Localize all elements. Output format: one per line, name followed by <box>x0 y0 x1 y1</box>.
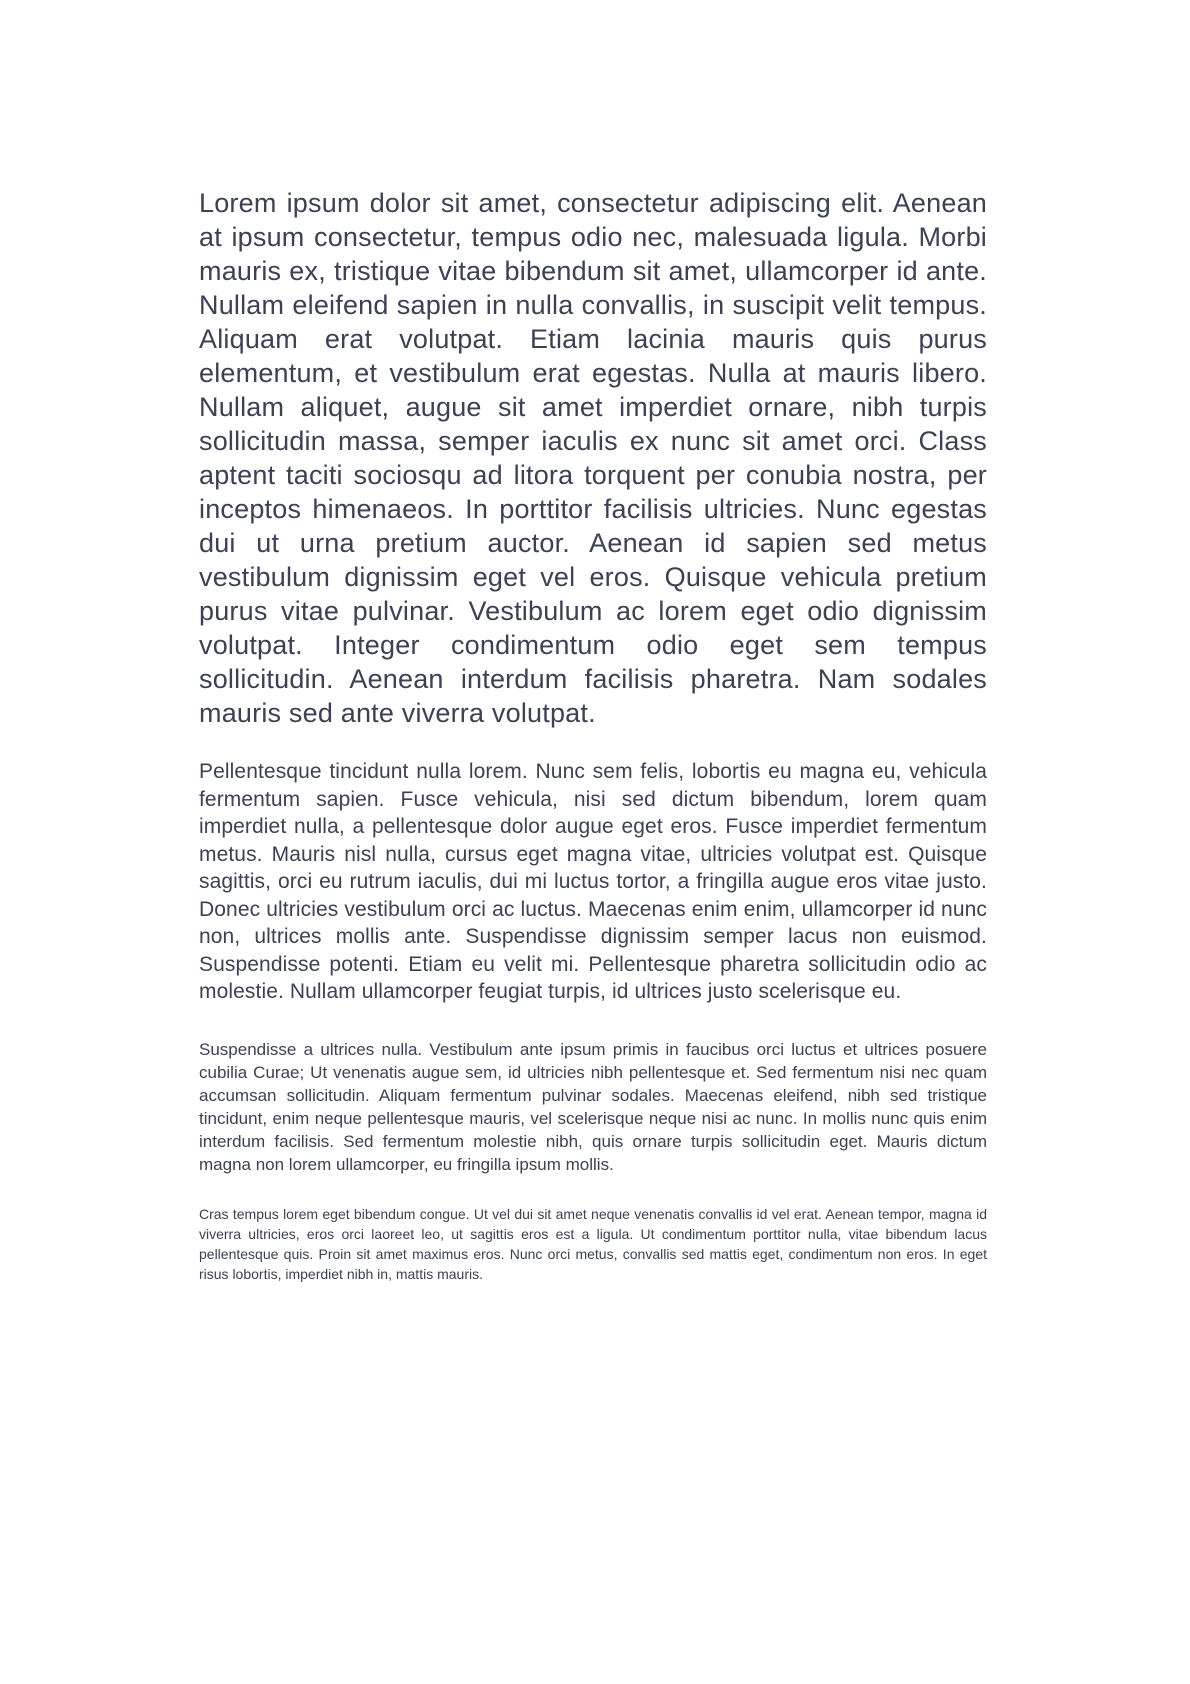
paragraph-4: Cras tempus lorem eget bibendum congue. Ut vel dui sit amet neque venenatis convallis id vel erat. Aenean tempor, magna id viverra ultricies, eros orci laoreet leo, ut sagittis eros est a ligula. Ut condimentum porttitor nulla, vitae bibendum lacus pellentesque quis. Proin sit amet maximus eros. Nunc orci metus, convallis sed mattis eget, condimentum non eros. In eget risus lobortis, imperdiet nibh in, mattis mauris. <box>199 1205 987 1282</box>
paragraph-1: Lorem ipsum dolor sit amet, consectetur adipiscing elit. Aenean at ipsum consectetur, tempus odio nec, malesuada ligula. Morbi mauris ex, tristique vitae bibendum sit amet, ullamcorper id ante. Nullam eleifend sapien in nulla convallis, in suscipit velit tempus. Aliquam erat volutpat. Etiam lacinia mauris quis purus elementum, et vestibulum erat egestas. Nulla at mauris libero. Nullam aliquet, augue sit amet imperdiet ornare, nibh turpis sollicitudin massa, semper iaculis ex nunc sit amet orci. Class aptent taciti sociosqu ad litora torquent per conubia nostra, per inceptos himenaeos. In porttitor facilisis ultricies. Nunc egestas dui ut urna pretium auctor. Aenean id sapien sed metus vestibulum dignissim eget vel eros. Quisque vehicula pretium purus vitae pulvinar. Vestibulum ac lorem eget odio dignissim volutpat. Integer condimentum odio eget sem tempus sollicitudin. Aenean interdum facilisis pharetra. Nam sodales mauris sed ante viverra volutpat. <box>199 188 987 728</box>
paragraph-2: Pellentesque tincidunt nulla lorem. Nunc sem felis, lobortis eu magna eu, vehicula fermentum sapien. Fusce vehicula, nisi sed dictum bibendum, lorem quam imperdiet nulla, a pellentesque dolor augue eget eros. Fusce imperdiet fermentum metus. Mauris nisl nulla, cursus eget magna vitae, ultricies volutpat est. Quisque sagittis, orci eu rutrum iaculis, dui mi luctus tortor, a fringilla augue eros vitae justo. Donec ultricies vestibulum orci ac luctus. Maecenas enim enim, ullamcorper id nunc non, ultrices mollis ante. Suspendisse dignissim semper lacus non euismod. Suspendisse potenti. Etiam eu velit mi. Pellentesque pharetra sollicitudin odio ac molestie. Nullam ullamcorper feugiat turpis, id ultrices justo scelerisque eu. <box>199 760 987 1003</box>
paragraph-3: Suspendisse a ultrices nulla. Vestibulum ante ipsum primis in faucibus orci luctus et ultrices posuere cubilia Curae; Ut venenatis augue sem, id ultricies nibh pellentesque et. Sed fermentum nisi nec quam accumsan sollicitudin. Aliquam fermentum pulvinar sodales. Maecenas eleifend, nibh sed tristique tincidunt, enim neque pellentesque mauris, vel scelerisque neque nisi ac nunc. In mollis nunc quis enim interdum facilisis. Sed fermentum molestie nibh, quis ornare turpis sollicitudin eget. Mauris dictum magna non lorem ullamcorper, eu fringilla ipsum mollis. <box>199 1039 987 1174</box>
